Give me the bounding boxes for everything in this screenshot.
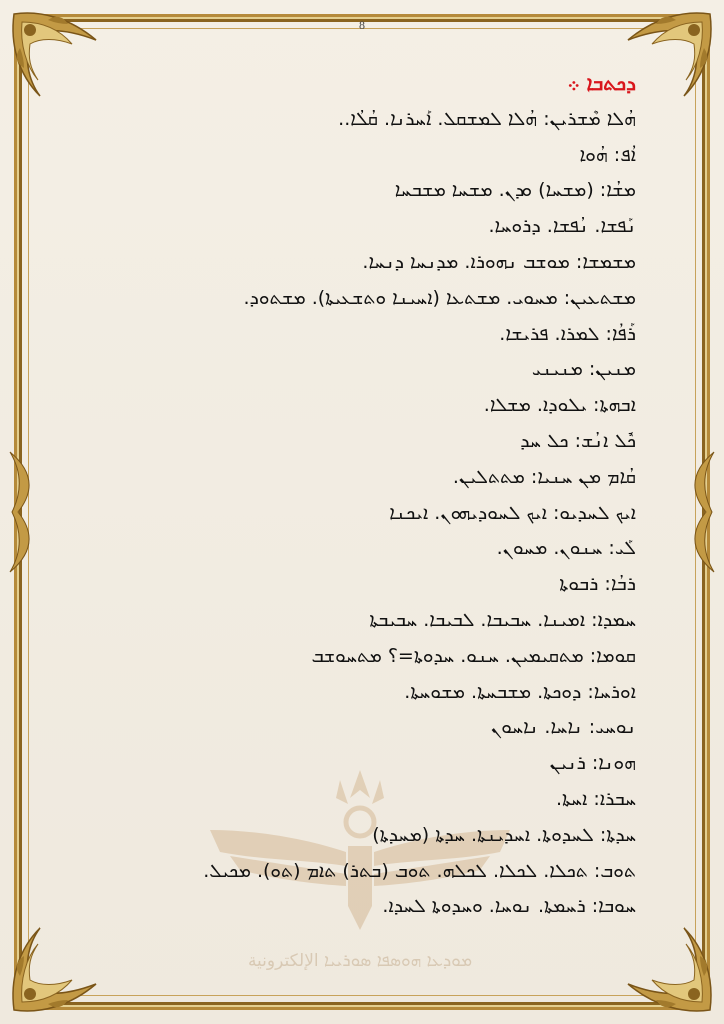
text-line: ܡܢܝܢ: ܡܢܝܢܝ <box>531 358 636 381</box>
text-line: ܗܳܠܐ ܡܶܫܪܝܢ: ܗܳܠܐ ܠܡܫܩܠ. ܐܰܚܪܢܐ. ܩܳܠܳܐ.. <box>338 107 636 130</box>
document-body <box>76 66 636 925</box>
text-line: ܬܘܒ: ܬܟܠܐ. ܠܟܠܐ. ܠܟܠܗ. ܬܘܒ (ܒܬܪ) ܬܐܡ (ܬܘ). ܡܟܝܠ. <box>203 859 636 882</box>
text-line: ܩܘܡܐ: ܡܬܩܝܡܝܢ. ܚܢܘ. ܚܕܘܬܐ=؟ ܡܬܚܘܫܒ <box>311 644 636 667</box>
text-line: ܚܒܪܐ: ܐܚܬܐ. <box>555 787 636 810</box>
corner-ornament <box>0 914 110 1024</box>
corner-ornament <box>614 914 724 1024</box>
text-line: ܡܫܳܐ: (ܡܫܚܐ) ܘܕܢ. ܡܫܚܐ ܡܫܒܚܐ <box>394 179 636 202</box>
section-title: ܕܟܬܒܐ ܀ <box>567 71 636 95</box>
text-line: ܚܘܒܐ: ܪܚܡܬܐ. ܢܘܚܐ. ܘܚܕܘܬܐ ܠܚܕܐ. <box>382 895 636 918</box>
text-line: ܩܳܐܡ ܡܢ ܚܢܝܐ: ܡܬܬܠܝܢ. <box>452 465 636 488</box>
page-number: 8 <box>359 18 365 32</box>
text-line: ܚܕܬܐ: ܠܚܕܘܬܐ. ܐܚܕܝܢܬܐ. ܚܕܬܐ (ܡܚܕܬܐ) <box>372 823 636 846</box>
text-line: ܡܫܡܫܐ: ܡܘܫܒ ܢܗܘܪܐ. ܡܕܢܚܐ ܕܢܚܐ. <box>362 250 636 273</box>
side-ornament <box>0 442 40 582</box>
text-line: ܟܽܠ ܐܢܳܫ: ܟܠ ܚܕ <box>520 429 636 452</box>
text-line: ܐܒܗܬܐ: ܝܠܘܕܐ. ܡܫܠܐ. <box>483 394 636 417</box>
text-line: ܚܡܕܐ: ܐܡܝܢܐ. ܚܒܝܒܐ. ܠܒܝܒܐ. ܚܒܝܒܬܐ <box>369 608 636 631</box>
text-line: ܪܒܳܐ: ܪܒܘܬܐ <box>559 573 636 596</box>
text-line: ܢܘܚܝ: ܢܐܚܐ. ܢܐܚܘܢ <box>490 716 636 739</box>
text-line: ܐܝܟ ܠܚܕܝܘ: ܐܝܟ ܠܚܘܕܝܗܘܢ. ܐܝܟܢܐ <box>389 501 636 524</box>
text-line: ܐܳܦ: ܗܳܘܐ <box>579 143 636 166</box>
text-line: ܠܰܝ: ܚܢܘܢ. ܡܚܘܢ. <box>496 537 636 560</box>
text-line: ܐܘܪܚܐ: ܕܘܟܬܐ. ܡܫܒܚܬܐ. ܡܫܘܚܬܐ. <box>404 680 636 703</box>
watermark-text: ܡܘܕܥܐ ܗܘܣܦܐ ܣܘܪܝܝܐ الإلكترونية <box>247 951 473 971</box>
text-line: ܡܫܬܥܝܢ: ܡܚܘܝ. ܡܫܬܥܐ (ܐܚܝܢܐ ܘܬܫܥܝܬܐ). ܡܫܬܘܕ. <box>243 286 636 309</box>
text-line: ܗܘܢܐ: ܪܢܝܢ <box>549 752 636 775</box>
side-ornament <box>684 442 724 582</box>
text-line: ܪܰܦܳܐ: ܠܡܪܐ. ܦܪܝܫܐ. <box>499 322 636 345</box>
text-line: ܢܰܦܫܐ. ܢܳܦܫܐ. ܕܪܘܚܐ. <box>488 215 636 238</box>
